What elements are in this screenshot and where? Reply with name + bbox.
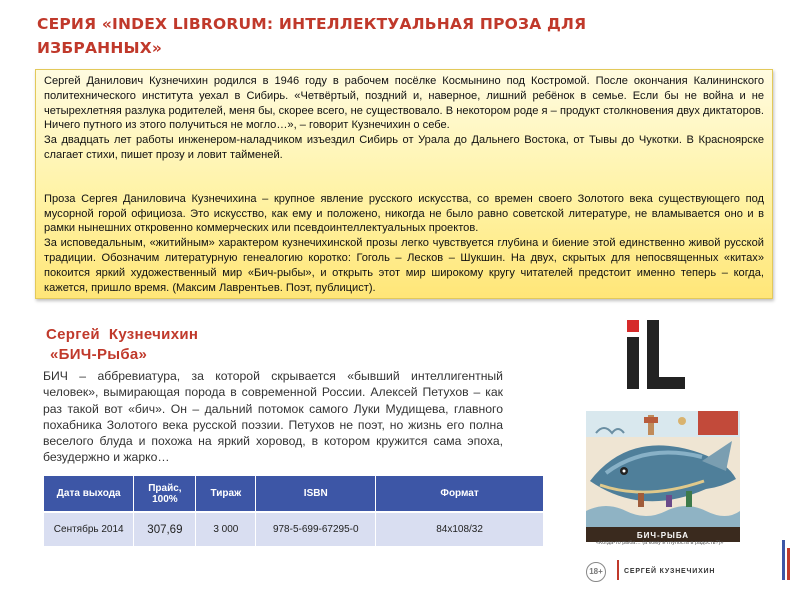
table-row: [44, 512, 544, 546]
header-format: Формат: [376, 476, 544, 512]
table-header-row: [44, 476, 544, 512]
book-annotation: БИЧ – аббревиатура, за которой скрывается «бывший интеллигентный человек», вымирающая порода в современной России. Алексей Петухов – как раз такой вот «бич». Он – дальний потомок самого Луки Мудищева, главного похабника Золотого века русской поэзии. Петухов не поэт, но жизнь его полна веселого блуда и похожа на яркий хоровод, в котором кружится сама эпоха, безудержно и жарко…: [43, 369, 503, 465]
cell-isbn: 978-5-699-67295-0: [256, 512, 376, 546]
cover-title-caption: БИЧ-РЫБА: [636, 531, 690, 540]
page-title: СЕРИЯ «INDEX LIBRORUM: ИНТЕЛЛЕКТУАЛЬНАЯ ПРОЗА ДЛЯ ИЗБРАННЫХ»: [37, 15, 587, 57]
age-rating-badge: 18+: [586, 562, 606, 582]
decorative-bars-icon: [782, 540, 794, 580]
cover-quote: «Когда-то рыба… (а кому и глупость в радость?)»: [596, 540, 724, 546]
cover-divider: [617, 560, 619, 580]
paragraph-gap: [44, 163, 764, 192]
bio-paragraph: Проза Сергея Даниловича Кузнечихина – крупное явление русского искусства, со времен своего Золотого века существующего под мусорной горой официоза. Это искусство, как ему и положено, никогда не было равно советской литературе, не вламывается оно и в рамки нынешних откровенно коммерческих или псевдоинтеллектуальных проектов.: [44, 192, 764, 235]
cover-author-name: СЕРГЕЙ КУЗНЕЧИХИН: [624, 568, 716, 575]
header-print-run: Тираж: [196, 476, 256, 512]
publisher-logo-icon: [623, 320, 705, 390]
book-author: Сергей Кузнечихин: [46, 326, 199, 343]
bio-paragraph: За исповедальным, «житийным» характером кузнечихинской прозы легко чувствуется глубина и биение этой единственно живой русской традиции. Обозначим литературную генеалогию коротко: Гоголь – Лесков – Шукшин. На двух, скрытых для непосвященных «китах» покоится яркий художественный мир «Бич-рыбы», и открыть этот мир широкому кругу читателей предстоит именно теперь – когда, кажется, пришло время. (Максим Лаврентьев. Поэт, публицист).: [44, 237, 764, 294]
book-title: «БИЧ-Рыба»: [50, 346, 148, 363]
author-bio-box: [35, 69, 773, 299]
cover-illustration-icon: [586, 411, 740, 542]
cell-print-run: 3 000: [196, 512, 256, 546]
cell-release-date: Сентябрь 2014: [44, 512, 134, 546]
header-price: Прайс, 100%: [134, 476, 196, 512]
header-release-date: Дата выхода: [44, 476, 134, 512]
header-isbn: ISBN: [256, 476, 376, 512]
book-cover: [586, 411, 740, 542]
book-info-table: [44, 476, 544, 546]
bio-paragraph: Сергей Данилович Кузнечихин родился в 1946 году в рабочем посёлке Космынино под Костромой. После окончания Калининского политехнического института уехал в Сибирь. «Четвёртый, поздний и, наверное, лишний ребёнок в семье. Если бы не война и не четырехлетняя разлука родителей, меня бы, скорее всего, не существовало. В некотором роде я – продукт столкновения двух диктаторов. Ничего путного из этого получиться не могло…», – говорит Кузнечихин о себе.: [44, 75, 764, 132]
cell-price: 307,69: [134, 512, 196, 546]
cell-format: 84х108/32: [376, 512, 544, 546]
bio-paragraph: За двадцать лет работы инженером-наладчиком изъездил Сибирь от Урала до Дальнего Востока, от Тывы до Чукотки. В Красноярске слагает стихи, пишет прозу и ловит тайменей.: [44, 134, 764, 161]
